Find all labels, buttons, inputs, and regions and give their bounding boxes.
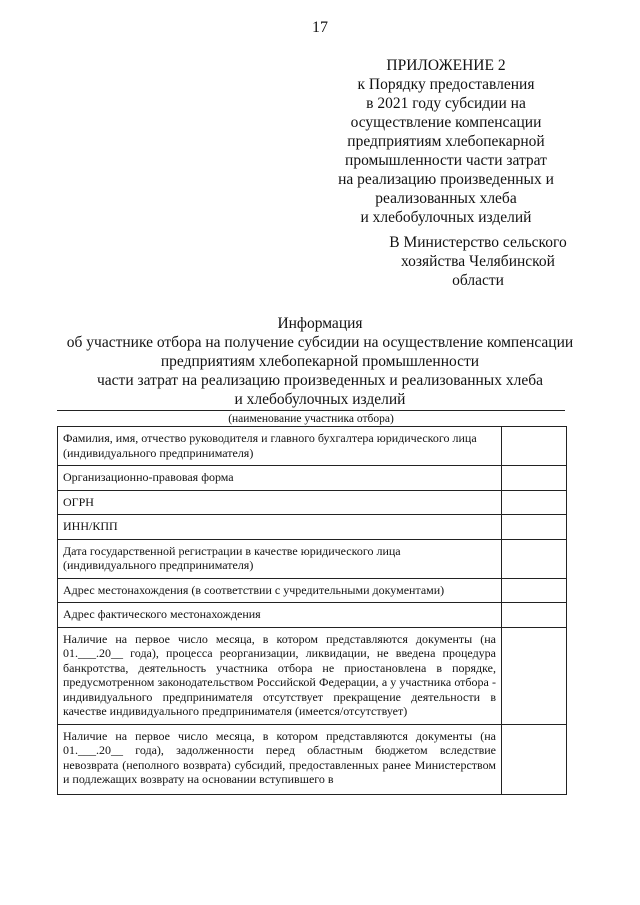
addressee-line: хозяйства Челябинской	[401, 253, 555, 270]
participant-name-line	[57, 410, 565, 411]
table-row	[58, 539, 567, 578]
table-row	[58, 515, 567, 540]
row-label-legal-address: Адрес местонахождения (в соответствии с учредительными документами)	[58, 578, 502, 603]
table-row	[58, 578, 567, 603]
row-value-cell	[502, 539, 567, 578]
table-row	[58, 627, 567, 724]
row-value-cell	[502, 724, 567, 794]
title-line: и хлебобулочных изделий	[234, 391, 406, 408]
row-label-ogrn: ОГРН	[58, 490, 502, 515]
row-value-cell	[502, 427, 567, 466]
page-number: 17	[312, 19, 328, 36]
participant-name-caption: (наименование участника отбора)	[228, 413, 394, 425]
row-label-debt-status	[58, 724, 502, 794]
row-label-inn-kpp: ИНН/КПП	[58, 515, 502, 540]
row-label-reorganization-status: Наличие на первое число месяца, в котором представляются документы (на 01.___.20__ года), процесса реорганизации, ликвидации, не введена процедура банкротства, деятельность участника отбора не приостановлена в порядке, предусмотренном законодательством Российской Федерации, а у участника отбора - индивидуального предпринимателя отсутствует прекращение деятельности в качестве индивидуального предпринимателя (имеется/отсутствует)	[58, 627, 502, 724]
table-row	[58, 724, 567, 794]
row-label-actual-address: Адрес фактического местонахождения	[58, 603, 502, 628]
document-title	[40, 314, 600, 409]
appendix-line: предприятиям хлебопекарной	[347, 133, 545, 150]
table-row	[58, 490, 567, 515]
appendix-line: в 2021 году субсидии на	[366, 95, 526, 112]
appendix-line: осуществление компенсации	[350, 114, 542, 131]
row-value-cell	[502, 627, 567, 724]
row-label-legal-form: Организационно-правовая форма	[58, 466, 502, 491]
appendix-line: к Порядку предоставления	[357, 76, 535, 93]
row-value-cell	[502, 515, 567, 540]
appendix-line: реализованных хлеба	[375, 190, 517, 207]
row-label-manager-accountant: Фамилия, имя, отчество руководителя и главного бухгалтера юридического лица (индивидуального предпринимателя)	[58, 427, 502, 466]
row-value-cell	[502, 603, 567, 628]
appendix-line: на реализацию произведенных и	[338, 171, 554, 188]
title-line: Информация	[277, 315, 363, 332]
row-label-registration-date: Дата государственной регистрации в качестве юридического лица (индивидуального предпринимателя)	[58, 539, 502, 578]
row-value-cell	[502, 490, 567, 515]
participant-info-table	[57, 426, 567, 795]
addressee-block	[380, 233, 576, 290]
appendix-line: промышленности части затрат	[345, 152, 547, 169]
row-value-cell	[502, 578, 567, 603]
addressee-line: области	[452, 272, 504, 289]
table-row	[58, 603, 567, 628]
appendix-line: и хлебобулочных изделий	[360, 209, 532, 226]
addressee-line: В Министерство сельского	[389, 234, 567, 251]
appendix-header	[330, 56, 562, 227]
table-row	[58, 427, 567, 466]
table-row	[58, 466, 567, 491]
appendix-line: ПРИЛОЖЕНИЕ 2	[386, 57, 506, 74]
title-line: предприятиям хлебопекарной промышленности	[160, 353, 480, 370]
title-line: части затрат на реализацию произведенных и реализованных хлеба	[97, 372, 543, 389]
title-line: об участнике отбора на получение субсидии на осуществление компенсации	[66, 334, 574, 351]
row-value-cell	[502, 466, 567, 491]
row-label-debt-text: Наличие на первое число месяца, в котором представляются документы (на 01.___.20__ года), задолженности перед областным бюджетом вследствие невозврата (неполного возврата) субсидий, предоставленных ранее Министерством и подлежащих возврату на основании вступившего в	[63, 728, 496, 786]
